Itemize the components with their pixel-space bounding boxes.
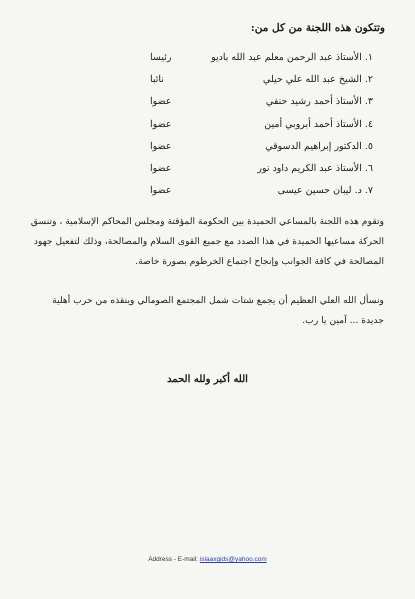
member-name: ٣. الأستاذ أحمد رشيد حنفي (265, 96, 373, 107)
member-role: نائبا (150, 74, 164, 85)
footer-email-link[interactable]: islaaxgids@yahoo.com (199, 556, 267, 563)
member-item (0, 74, 415, 88)
member-role: عضوا (150, 119, 172, 130)
member-role: رئيسا (150, 52, 172, 63)
member-name: ١. الأستاذ عبد الرحمن معلم عبد الله باديو (211, 52, 373, 63)
member-role: عضوا (150, 141, 172, 152)
member-item (0, 163, 415, 177)
member-role: عضوا (150, 96, 172, 107)
footer-label: Address - E-mail: (148, 556, 199, 563)
member-item (0, 52, 415, 66)
member-item (0, 96, 415, 110)
member-item (0, 119, 415, 133)
committee-intro: وتتكون هذه اللجنة من كل من: (250, 22, 385, 34)
member-name: ٦. الأستاذ عبد الكريم داود نور (257, 163, 373, 174)
member-name: ٤. الأستاذ أحمد أبروبي أمين (264, 119, 373, 130)
member-name: ٢. الشيخ عبد الله علي حيلي (262, 74, 373, 85)
member-role: عضوا (150, 185, 172, 196)
member-item (0, 141, 415, 155)
closing-phrase: الله أكبر ولله الحمد (167, 374, 248, 385)
mediation-paragraph: وتقوم هذه اللجنة بالمساعي الحميدة بين الحكومة المؤقتة ومجلس المحاكم الإسلامية ، وتنسق الحركة مساعيها الحميدة في هذا الصدد مع جميع القوى السلام والمصالحة، وذلك لتفعيل جهود المصالحة في كافة الجوانب وإنجاح اجتماع الخرطوم بصورة خاصة. (30, 216, 384, 267)
member-role: عضوا (150, 163, 172, 174)
footer (0, 556, 415, 563)
member-name: ٥. الدكتور إبراهيم الدسوقي (265, 141, 373, 152)
member-name: ٧. د. ليبان حسين عيسى (277, 185, 373, 196)
prayer-paragraph: ونسأل الله العلي العظيم أن يجمع شتات شمل المجتمع الصومالي وينقذه من حرب أهلية جديدة ... آمين يا رب. (52, 295, 384, 326)
member-item (0, 185, 415, 199)
